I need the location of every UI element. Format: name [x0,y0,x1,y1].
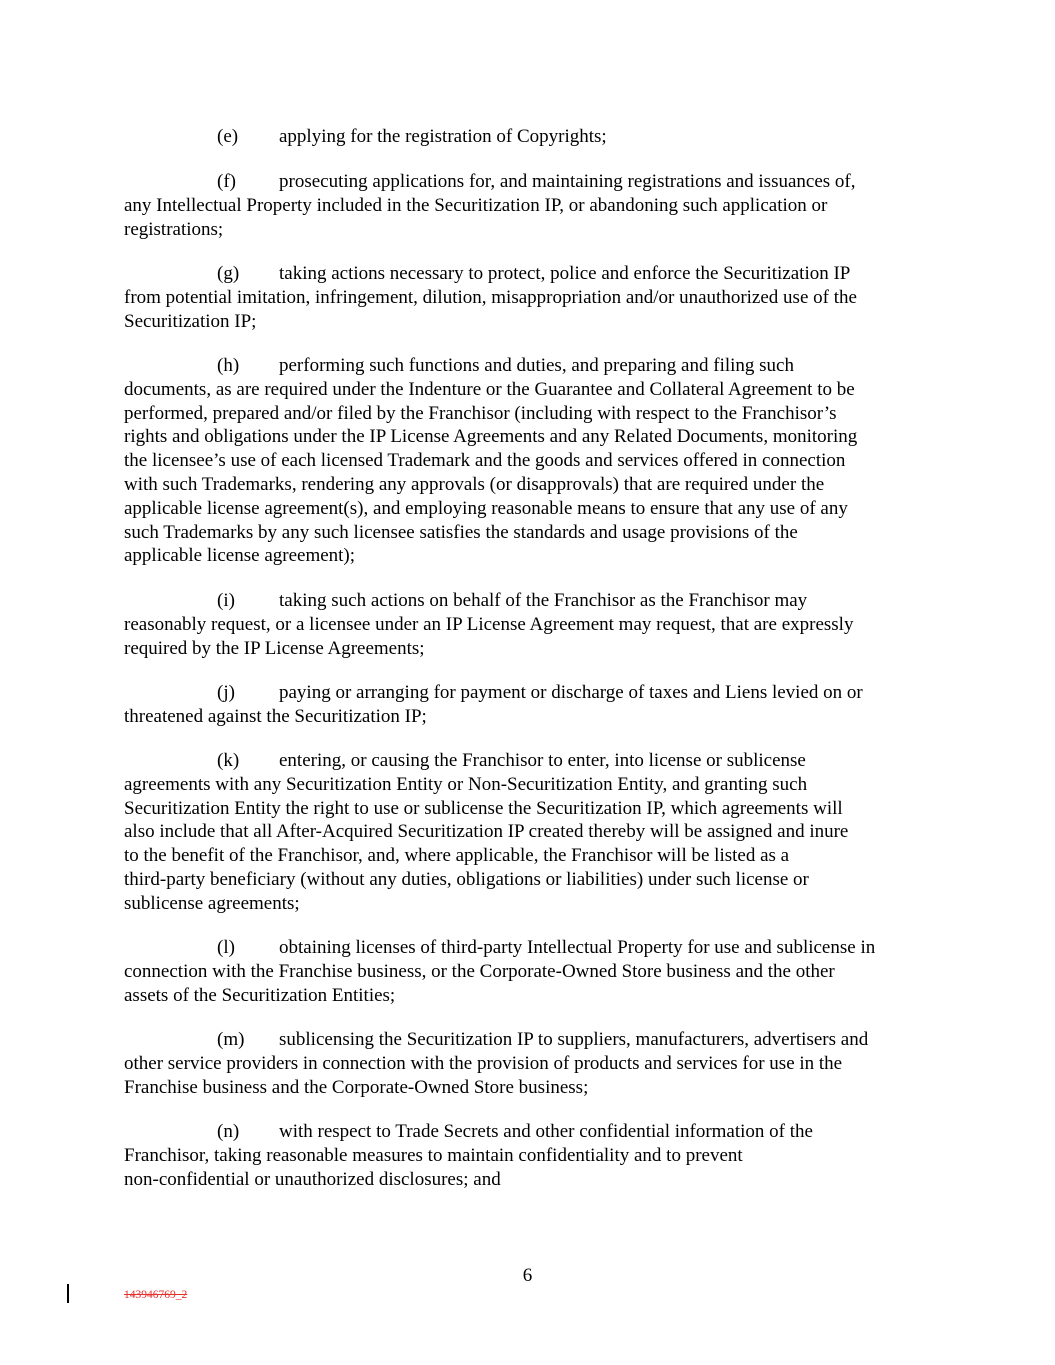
clause-text-line: taking actions necessary to protect, police and enforce the Securitization IP [279,263,851,284]
clause-marker: (g) [217,263,240,284]
clause-text-line: prosecuting applications for, and maintaining registrations and issuances of, [279,171,856,192]
clause-text-line: applicable license agreement); [124,545,356,567]
clause-text-line: required by the IP License Agreements; [124,637,425,659]
clause-marker: (k) [217,750,240,771]
revision-change-bar [67,1284,69,1303]
clause-e [124,125,934,149]
clause-text-line: applicable license agreement(s), and employing reasonable means to ensure that any use of any [124,497,848,519]
clause-n [124,1120,934,1191]
clause-text-line: registrations; [124,218,224,240]
clause-text-line: paying or arranging for payment or discharge of taxes and Liens levied on or [279,682,863,703]
clause-text-line: Securitization Entity the right to use or sublicense the Securitization IP, which agreements will [124,797,843,819]
clause-marker: (j) [217,682,235,703]
clause-text-line: other service providers in connection with the provision of products and services for use in the [124,1052,843,1074]
clause-text-line: to the benefit of the Franchisor, and, where applicable, the Franchisor will be listed as a [124,845,790,867]
clause-text-line: connection with the Franchise business, or the Corporate-Owned Store business and the other [124,960,835,982]
clause-text-line: also include that all After-Acquired Securitization IP created thereby will be assigned and inure [124,821,849,843]
clause-text-line: obtaining licenses of third-party Intellectual Property for use and sublicense in [279,937,876,958]
clause-text-line: entering, or causing the Franchisor to enter, into license or sublicense [279,750,806,771]
clause-text-line: Franchisor, taking reasonable measures to maintain confidentiality and to prevent [124,1144,743,1166]
page-number: 6 [522,1265,533,1286]
document-id: 143946769_2 [124,1289,188,1301]
clause-text-line: Franchise business and the Corporate-Owned Store business; [124,1076,589,1098]
clause-marker: (m) [217,1029,245,1050]
clause-text-line: the licensee’s use of each licensed Trademark and the goods and services offered in connection [124,450,846,472]
clause-text-line: sublicense agreements; [124,892,300,914]
clause-text-line: performing such functions and duties, and preparing and filing such [279,355,794,376]
clause-marker: (f) [217,171,236,192]
clause-text-line: third-party beneficiary (without any duties, obligations or liabilities) under such license or [124,868,809,890]
clause-text-line: agreements with any Securitization Entity or Non-Securitization Entity, and granting such [124,773,808,795]
clause-g [124,262,934,333]
clause-text-line: reasonably request, or a licensee under an IP License Agreement may request, that are expressly [124,613,854,635]
clause-marker: (l) [217,937,235,958]
clause-f [124,170,934,241]
clause-text-line: applying for the registration of Copyrights; [279,126,607,147]
clause-m [124,1028,934,1099]
clause-text-line: any Intellectual Property included in the Securitization IP, or abandoning such application or [124,194,828,216]
clause-text-line: Securitization IP; [124,310,257,332]
clause-text-line: with such Trademarks, rendering any approvals (or disapprovals) that are required under the [124,473,825,495]
clause-marker: (n) [217,1121,240,1142]
clause-text-line: taking such actions on behalf of the Franchisor as the Franchisor may [279,590,808,611]
clause-text-line: assets of the Securitization Entities; [124,984,396,1006]
clause-text-line: with respect to Trade Secrets and other confidential information of the [279,1121,813,1142]
clause-text-line: documents, as are required under the Indenture or the Guarantee and Collateral Agreement to be [124,378,855,400]
clause-l [124,936,934,1007]
clause-text-line: such Trademarks by any such licensee satisfies the standards and usage provisions of the [124,521,798,543]
clause-text-line: non-confidential or unauthorized disclosures; and [124,1168,501,1190]
clause-i [124,589,934,660]
clause-marker: (h) [217,355,240,376]
clause-marker: (e) [217,126,239,147]
clause-h [124,354,934,568]
clause-text-line: performed, prepared and/or filed by the Franchisor (including with respect to the Franchisor’s [124,402,837,424]
clause-k [124,749,934,916]
clause-j [124,681,934,729]
clause-text-line: from potential imitation, infringement, dilution, misappropriation and/or unauthorized use of the [124,286,857,308]
clause-text-line: rights and obligations under the IP License Agreements and any Related Documents, monitoring [124,426,858,448]
clause-text-line: threatened against the Securitization IP; [124,705,427,727]
clause-marker: (i) [217,590,235,611]
clause-text-line: sublicensing the Securitization IP to suppliers, manufacturers, advertisers and [279,1029,869,1050]
